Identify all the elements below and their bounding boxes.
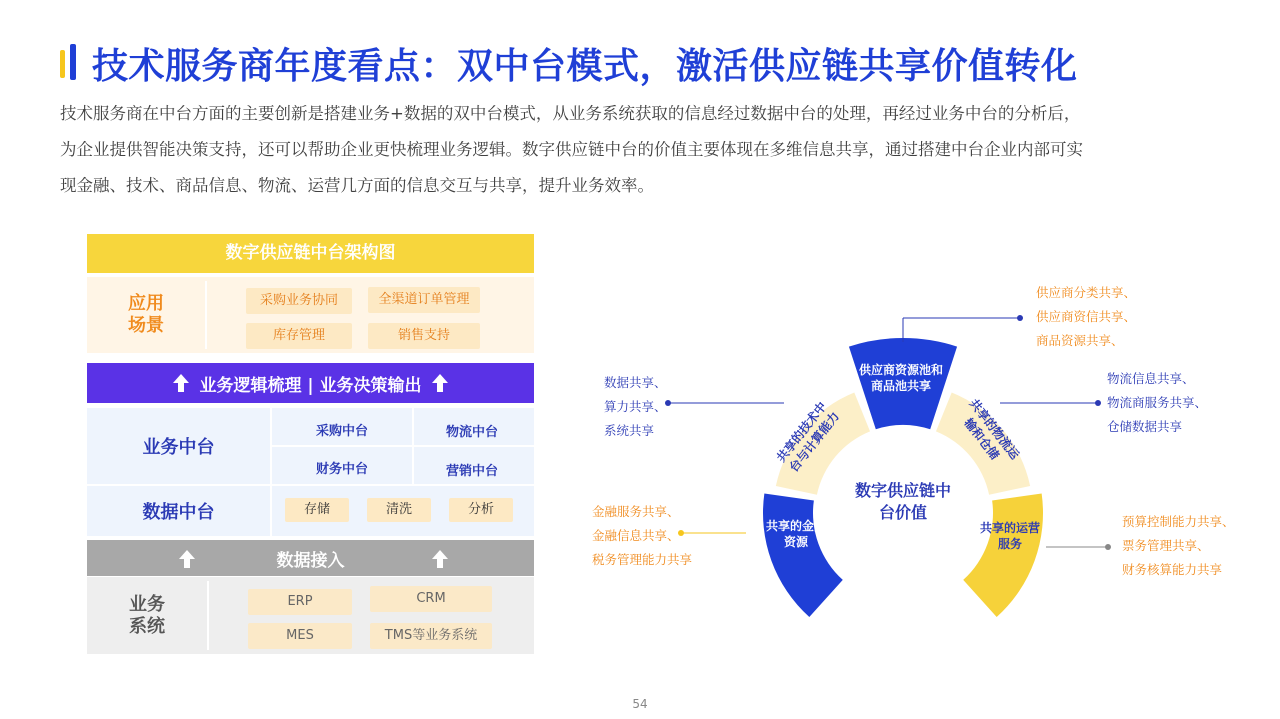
business-systems-label: 业务系统 — [129, 593, 165, 637]
callout-line: 金融服务共享、 — [592, 504, 680, 519]
center-label: 数字供应链中台价值 — [854, 481, 951, 522]
leader-dot — [1095, 400, 1101, 406]
divider — [205, 281, 207, 349]
cell-finance-center: 财务中台 — [315, 462, 368, 477]
chip-erp: ERP — [248, 589, 352, 615]
page-number: 54 — [632, 697, 648, 711]
logic-bar-label: 业务逻辑梳理 | 业务决策输出 — [199, 375, 422, 396]
callout-line: 供应商资信共享、 — [1036, 309, 1137, 324]
chip-tms: TMS等业务系统 — [370, 623, 492, 649]
callout-line: 供应商分类共享、 — [1036, 285, 1137, 300]
chip-sales: 销售支持 — [368, 323, 480, 349]
architecture-title: 数字供应链中台架构图 — [87, 234, 534, 273]
intro-line: 为企业提供智能决策支持，还可以帮助企业更快梳理业务逻辑。数字供应链中台的价值主要体现在多维信息共享，通过搭建中台企业内部可实 — [60, 140, 1083, 159]
callout-line: 物流商服务共享、 — [1107, 395, 1208, 410]
arrow-up-icon — [179, 550, 195, 559]
ring-segment — [963, 494, 1043, 618]
divider — [270, 486, 272, 536]
chip-omni-order: 全渠道订单管理 — [368, 287, 480, 313]
intro-line: 现金融、技术、商品信息、物流、运营几方面的信息交互与共享，提升业务效率。 — [60, 176, 654, 195]
segment-label-tech: 共享的技术中台与计算能力 — [774, 399, 842, 475]
cell-logistics-center: 物流中台 — [445, 425, 498, 440]
callout-logistics — [1107, 367, 1207, 439]
chip-inventory: 库存管理 — [246, 323, 352, 349]
divider — [270, 445, 534, 447]
logic-bar — [87, 363, 534, 403]
ingest-bar — [87, 540, 534, 576]
app-scenario-row — [87, 277, 534, 353]
callout-line: 预算控制能力共享、 — [1122, 514, 1235, 529]
data-center-label: 数据中台 — [142, 502, 215, 523]
callout-line: 仓储数据共享 — [1107, 419, 1183, 434]
callout-line: 系统共享 — [604, 423, 655, 438]
callout-line: 数据共享、 — [604, 375, 667, 390]
chip-storage: 存储 — [285, 498, 349, 522]
ring-segment — [763, 494, 843, 618]
arrow-up-icon — [173, 374, 189, 383]
callout-tech — [604, 371, 667, 443]
callout-line: 物流信息共享、 — [1107, 371, 1195, 386]
intro-line: 技术服务商在中台方面的主要创新是搭建业务+数据的双中台模式，从业务系统获取的信息经过数据中台的处理，再经过业务中台的分析后， — [60, 104, 1081, 123]
callout-line: 金融信息共享、 — [592, 528, 680, 543]
divider — [207, 581, 209, 650]
callout-line: 税务管理能力共享 — [592, 552, 693, 567]
callout-supplier — [1036, 281, 1136, 353]
title-accent-yellow — [60, 50, 65, 78]
callout-finance — [592, 500, 692, 572]
leader-dot — [1105, 544, 1111, 550]
intro-paragraph — [60, 96, 1230, 204]
arrow-up-icon — [432, 550, 448, 559]
chip-cleaning: 清洗 — [367, 498, 431, 522]
chip-crm: CRM — [370, 586, 492, 612]
callout-line: 算力共享、 — [604, 399, 667, 414]
page-title: 技术服务商年度看点：双中台模式，激活供应链共享价值转化 — [92, 45, 1078, 87]
callout-line: 商品资源共享、 — [1036, 333, 1124, 348]
ingest-bar-label: 数据接入 — [276, 550, 345, 571]
segment-label-finance: 共享的金融资源 — [765, 519, 826, 549]
cell-marketing-center: 营销中台 — [445, 464, 498, 479]
callout-line: 票务管理共享、 — [1122, 538, 1210, 553]
title-accent-blue — [70, 44, 76, 80]
app-scenario-label: 应用场景 — [128, 293, 164, 336]
arrow-up-icon — [432, 374, 448, 383]
callout-ops — [1122, 510, 1235, 582]
cell-procurement-center: 采购中台 — [315, 424, 368, 439]
business-systems-row — [87, 577, 534, 654]
segment-label-supplier: 供应商资源池和商品池共享 — [858, 363, 943, 393]
business-center-label: 业务中台 — [142, 437, 215, 458]
chip-procurement: 采购业务协同 — [246, 288, 352, 314]
segment-label-ops: 共享的运营服务 — [979, 521, 1040, 551]
business-center-row — [87, 408, 534, 484]
chip-analysis: 分析 — [449, 498, 513, 522]
callout-line: 财务核算能力共享 — [1122, 562, 1223, 577]
leader-dot — [1017, 315, 1023, 321]
chip-mes: MES — [248, 623, 352, 649]
data-center-row — [87, 486, 534, 536]
segment-label-logistics: 共享的物流运输和仓储 — [961, 396, 1022, 463]
